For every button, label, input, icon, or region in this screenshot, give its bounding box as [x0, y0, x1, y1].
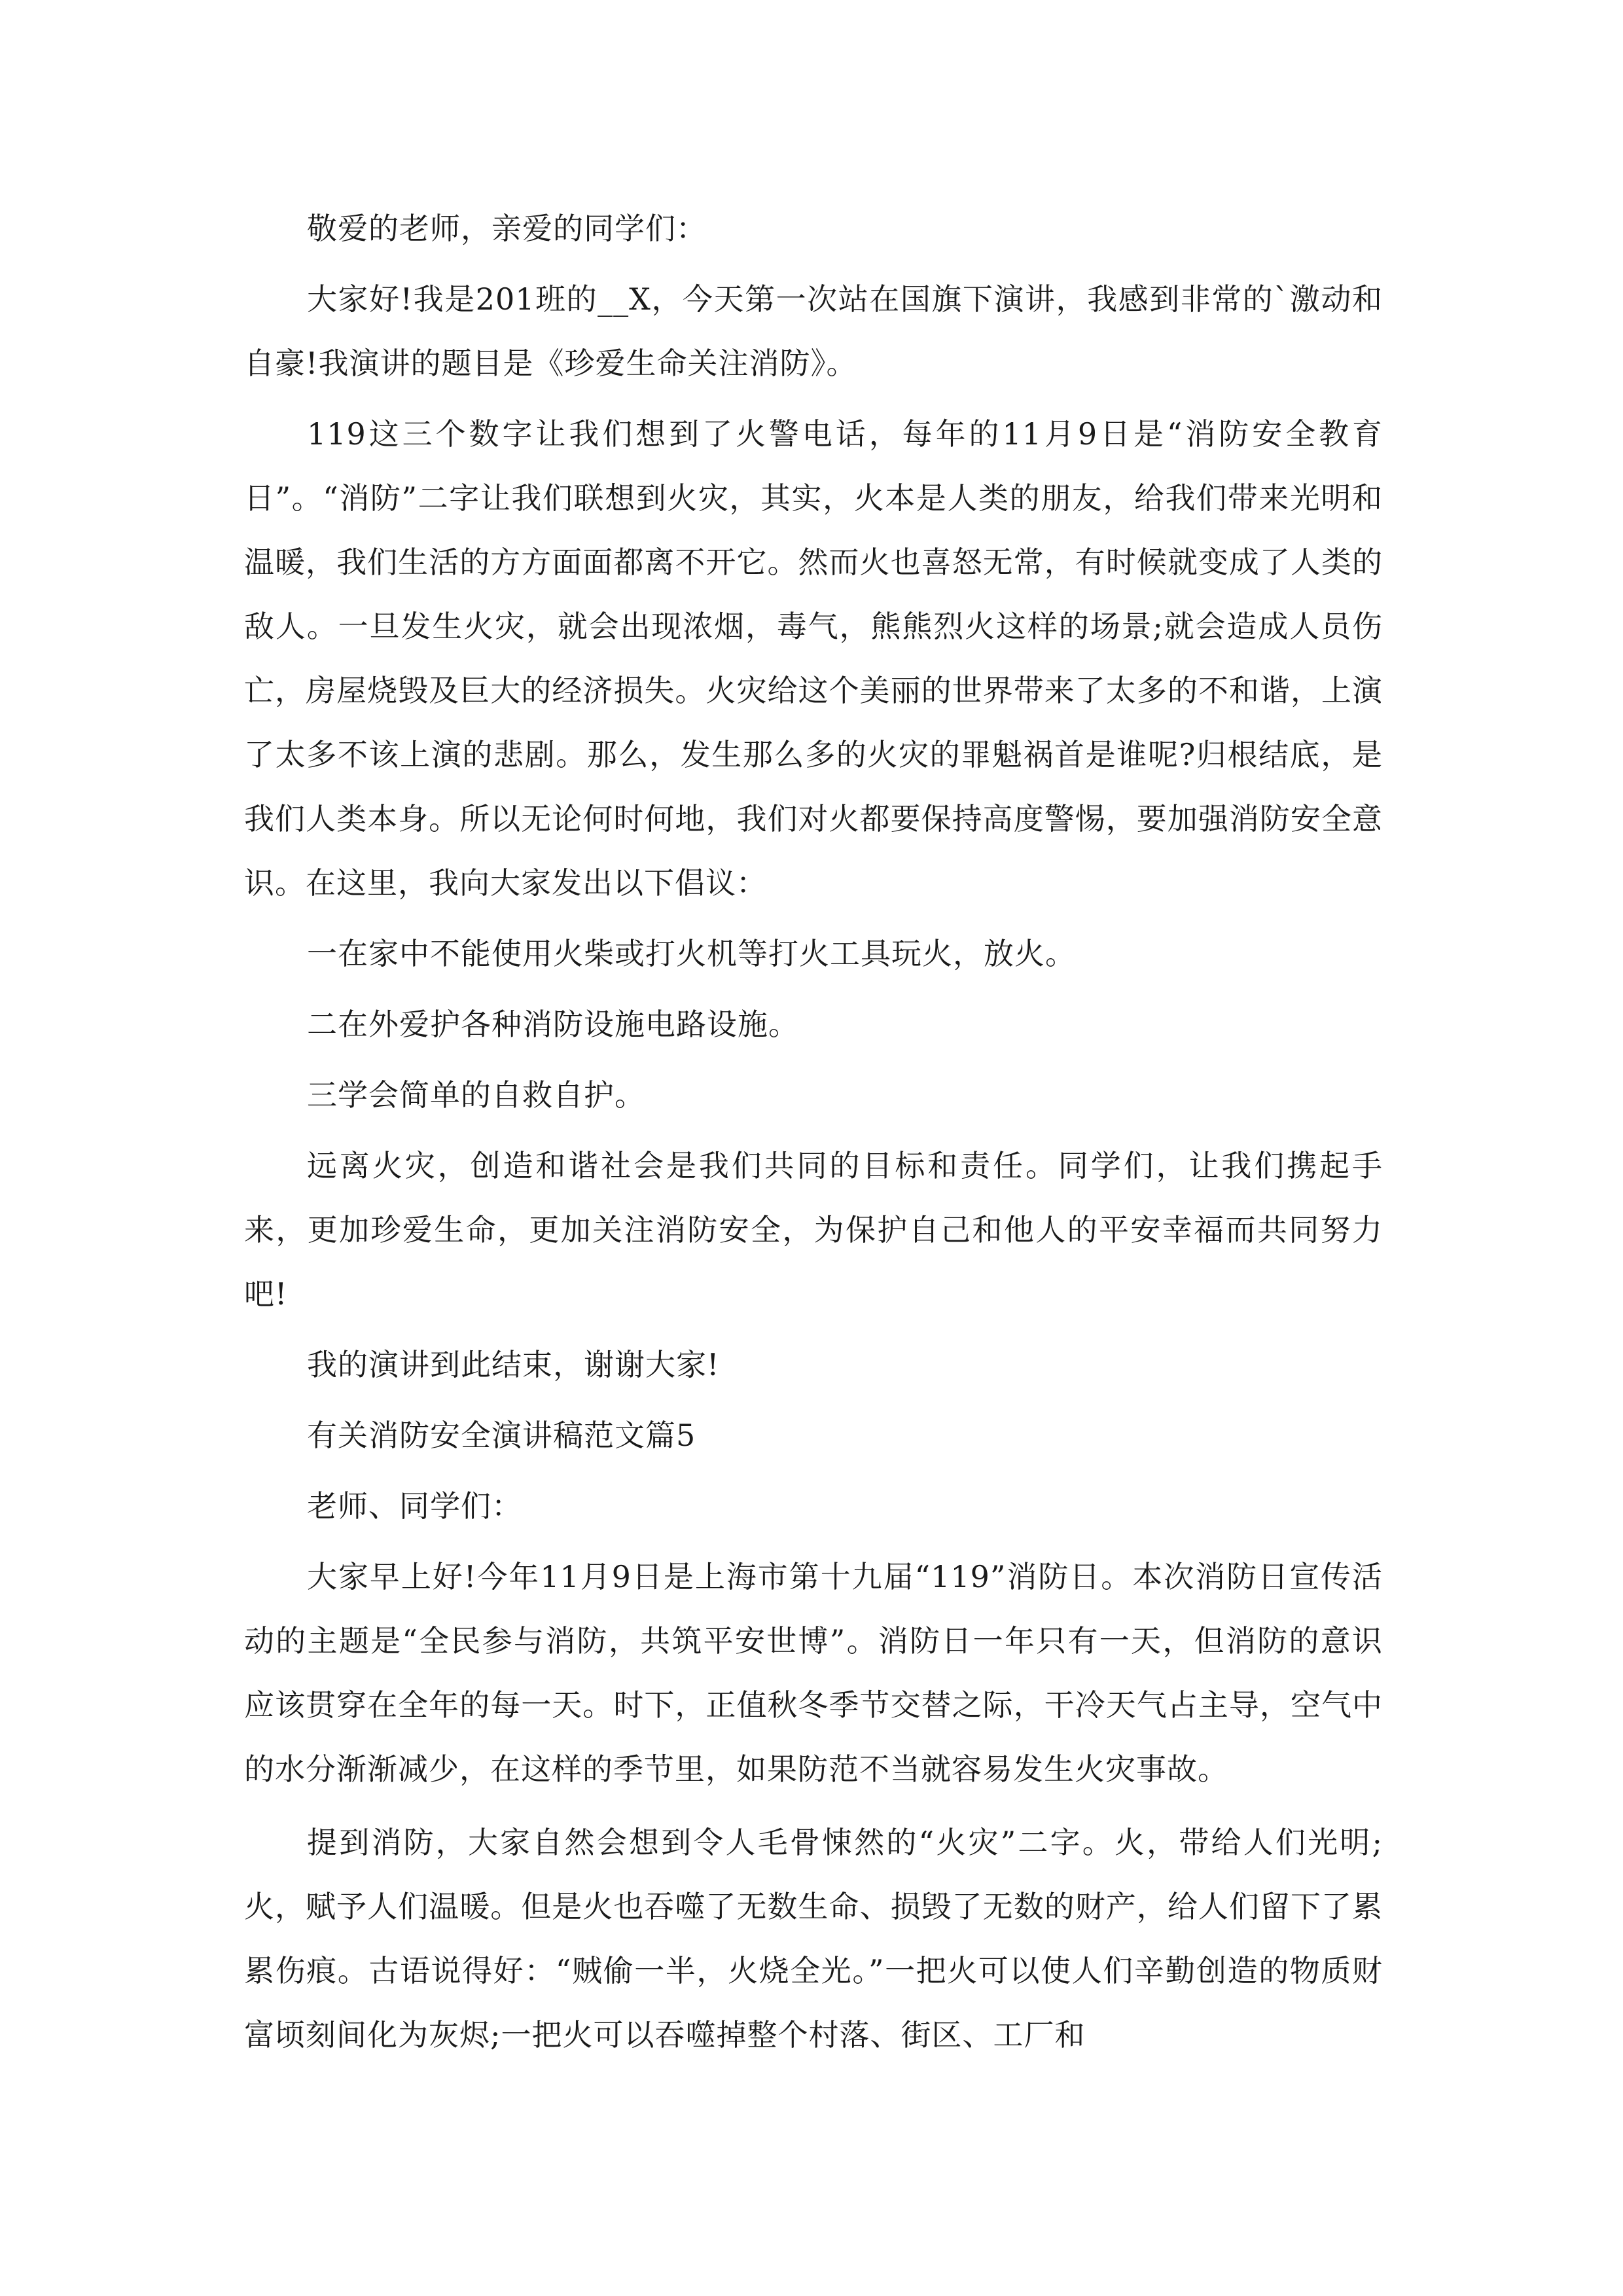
body-paragraph-2: 大家早上好!今年11月9日是上海市第十九届“119”消防日。本次消防日宣传活动的主题是“全民参与消防，共筑平安世博”。消防日一年只有一天，但消防的意识应该贯穿在全年的每一天。时下，正值秋冬季节交替之际，干冷天气占主导，空气中的水分渐渐减少，在这样的季节里，如果防范不当就容易发生火灾事故。	[244, 1559, 1383, 1787]
proposal-item-1: 一在家中不能使用火柴或打火机等打火工具玩火，放火。	[307, 936, 1076, 971]
document-body	[244, 196, 1383, 2073]
proposal-item-3: 三学会简单的自救自护。	[307, 1077, 645, 1113]
salutation-paragraph-2: 老师、同学们：	[307, 1488, 522, 1524]
proposal-item-2: 二在外爱护各种消防设施电路设施。	[307, 1007, 799, 1042]
thanks-paragraph: 我的演讲到此结束，谢谢大家!	[307, 1347, 720, 1382]
body-paragraph: 119这三个数字让我们想到了火警电话，每年的11月9日是“消防安全教育日”。“消防”二字让我们联想到火灾，其实，火本是人类的朋友，给我们带来光明和温暖，我们生活的方方面面都离不开它。然而火也喜怒无常，有时候就变成了人类的敌人。一旦发生火灾，就会出现浓烟，毒气，熊熊烈火这样的场景;就会造成人员伤亡，房屋烧毁及巨大的经济损失。火灾给这个美丽的世界带来了太多的不和谐，上演了太多不该上演的悲剧。那么，发生那么多的火灾的罪魁祸首是谁呢?归根结底，是我们人类本身。所以无论何时何地，我们对火都要保持高度警惕，要加强消防安全意识。在这里，我向大家发出以下倡议：	[244, 416, 1383, 901]
intro-paragraph: 大家好!我是201班的__X，今天第一次站在国旗下演讲，我感到非常的`激动和自豪!我演讲的题目是《珍爱生命关注消防》。	[244, 281, 1383, 381]
body-paragraph-3: 提到消防，大家自然会想到令人毛骨悚然的“火灾”二字。火，带给人们光明;火，赋予人们温暖。但是火也吞噬了无数生命、损毁了无数的财产，给人们留下了累累伤痕。古语说得好：“贼偷一半，火烧全光。”一把火可以使人们辛勤创造的物质财富顷刻间化为灰烬;一把火可以吞噬掉整个村落、街区、工厂和	[244, 1825, 1383, 2053]
salutation-paragraph: 敬爱的老师，亲爱的同学们：	[307, 211, 707, 246]
closing-paragraph: 远离火灾，创造和谐社会是我们共同的目标和责任。同学们，让我们携起手来，更加珍爱生命，更加关注消防安全，为保护自己和他人的平安幸福而共同努力吧!	[244, 1148, 1383, 1312]
section-heading: 有关消防安全演讲稿范文篇5	[307, 1418, 696, 1453]
